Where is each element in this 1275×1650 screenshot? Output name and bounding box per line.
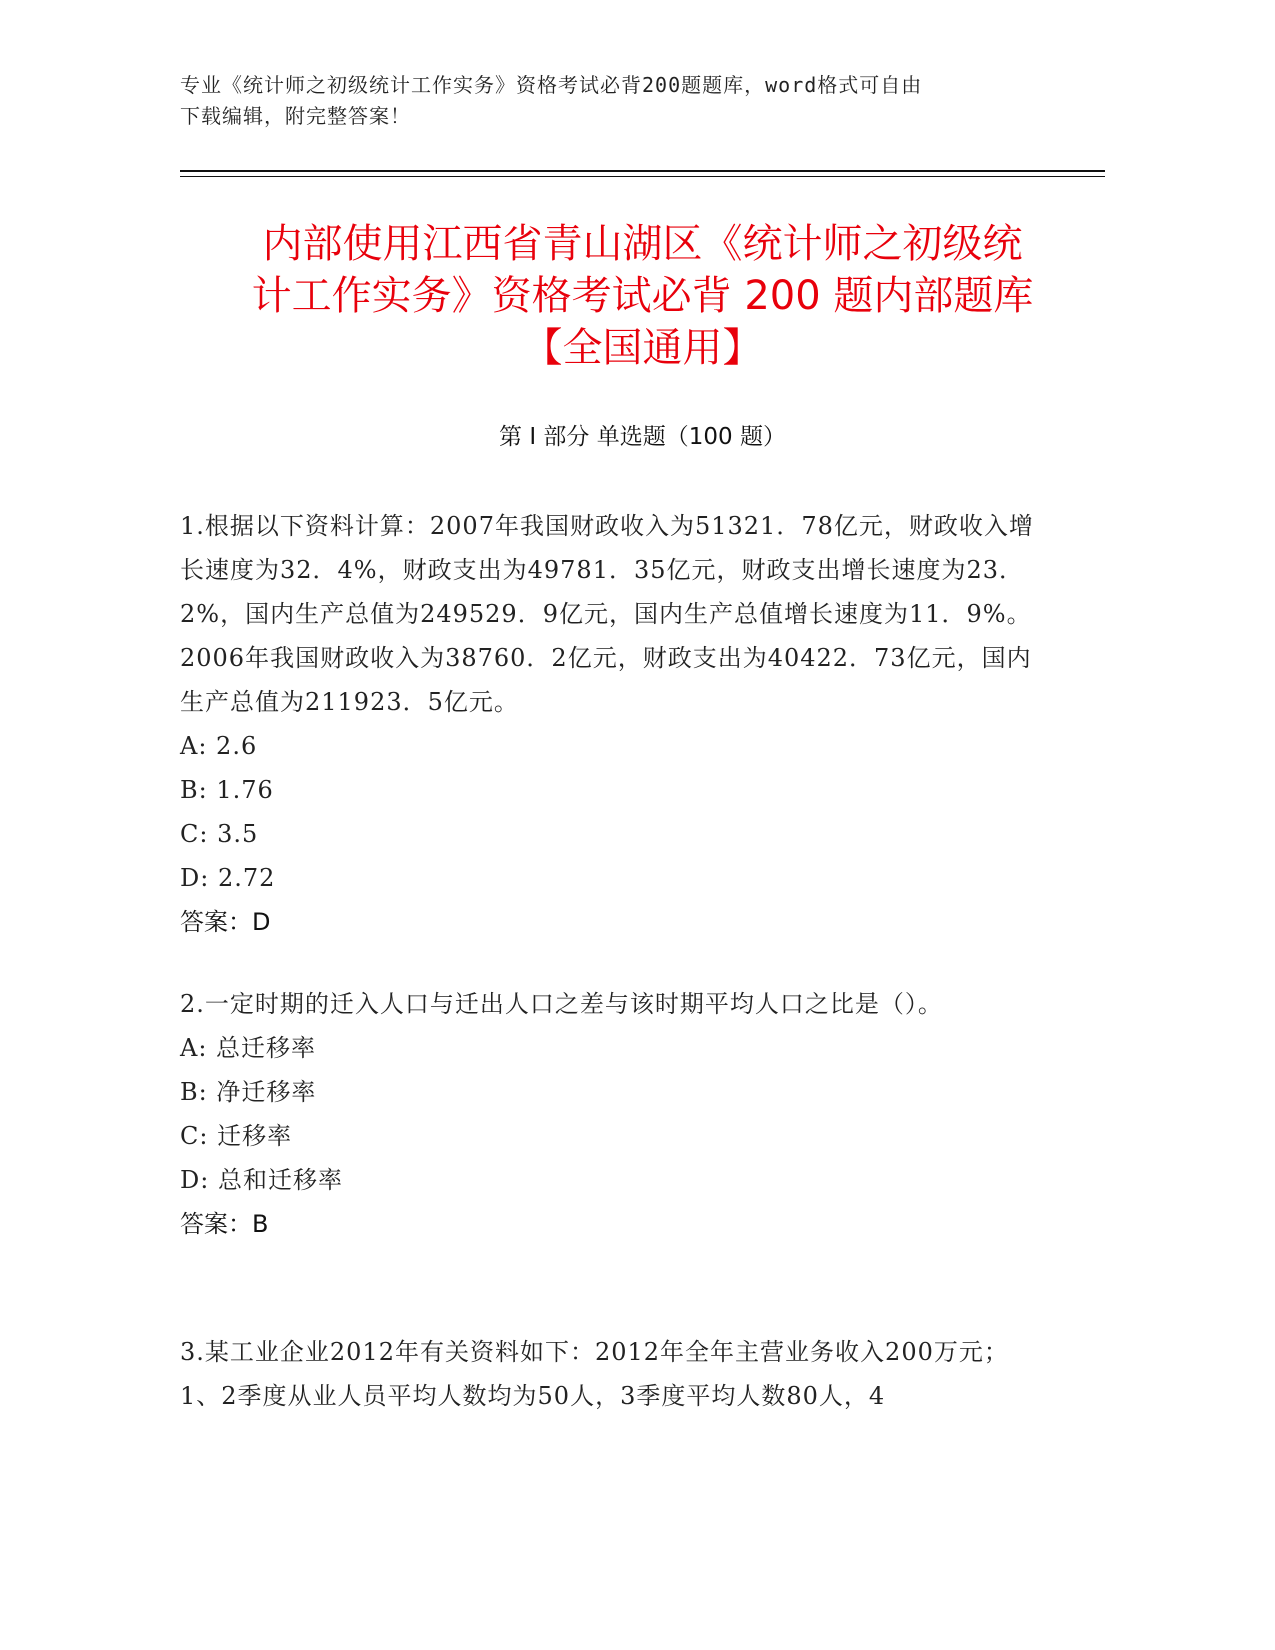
question-stem: 3.某工业企业2012年有关资料如下：2012年全年主营业务收入200万元；1、2季度从业人员平均人数均为50人，3季度平均人数80人，4 [180,1338,1009,1410]
option-b: B: 1.76 [180,776,274,804]
header-divider-thin [180,176,1105,177]
option-d: D: 总和迁移率 [180,1166,343,1194]
header-note-line-1: 专业《统计师之初级统计工作实务》资格考试必背200题题库，word格式可自由 [180,73,923,97]
answer: 答案：D [180,908,271,936]
option-d: D: 2.72 [180,864,276,892]
header-divider-thick [180,170,1105,172]
question-2 [180,982,1040,1246]
header-note-line-2: 下载编辑，附完整答案！ [180,104,411,128]
question-stem: 1.根据以下资料计算：2007年我国财政收入为51321．78亿元，财政收入增长速度为32．4%，财政支出为49781．35亿元，财政支出增长速度为23．2%，国内生产总值为249529．9亿元，国内生产总值增长速度为11．9%。2006年我国财政收入为38760．2亿元，财政支出为40422．73亿元，国内生产总值为211923．5亿元。 [180,512,1034,716]
document-title [180,218,1105,374]
option-a: A: 总迁移率 [180,1034,317,1062]
option-a: A: 2.6 [180,732,258,760]
question-1 [180,504,1040,944]
question-stem: 2.一定时期的迁入人口与迁出人口之差与该时期平均人口之比是（）。 [180,990,943,1018]
answer: 答案：B [180,1210,269,1238]
title-line-1: 内部使用江西省青山湖区《统计师之初级统 [262,221,1023,267]
option-b: B: 净迁移率 [180,1078,317,1106]
title-line-2: 计工作实务》资格考试必背 200 题内部题库 [251,273,1034,319]
question-3 [180,1330,1040,1418]
section-title: 第 I 部分 单选题（100 题） [499,424,786,450]
option-c: C: 迁移率 [180,1122,293,1150]
header-note [180,70,1050,132]
option-c: C: 3.5 [180,820,259,848]
title-line-3: 【全国通用】 [522,325,763,371]
